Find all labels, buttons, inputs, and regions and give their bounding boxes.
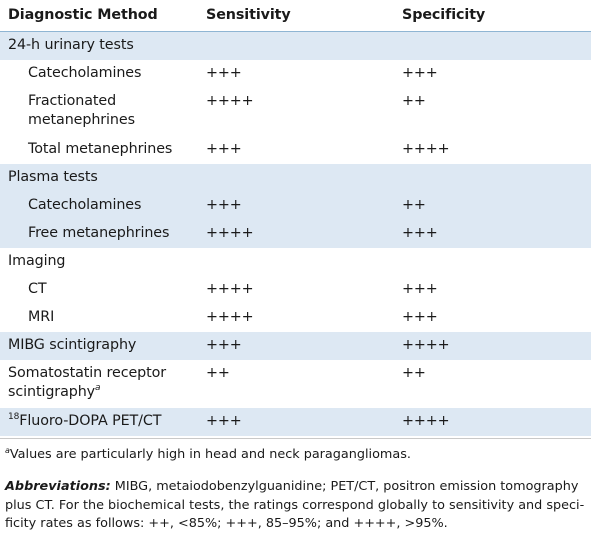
sensitivity-cell: ++++ [206,93,254,109]
footnote-a [5,445,411,464]
method-cell: Total metanephrines [28,141,173,157]
sensitivity-cell: +++ [206,65,242,81]
sensitivity-cell: +++ [206,141,242,157]
method-cell: MRI [28,309,55,325]
table-row [0,164,591,192]
footnote-mark: a [5,446,10,455]
method-cell: CT [28,281,47,297]
method-line-1: Fractionated [28,93,117,109]
specificity-cell: ++ [402,365,426,381]
sensitivity-cell: ++++ [206,281,254,297]
footnote-text: Values are particularly high in head and neck paragangliomas. [9,447,411,462]
method-line-1: Somatostatin receptor [8,365,167,381]
sensitivity-cell: ++++ [206,309,254,325]
sensitivity-cell: +++ [206,413,242,429]
table-row [0,220,591,248]
table-row [0,60,591,88]
method-cell: Catecholamines [28,65,142,81]
abbreviations-line-1 [5,477,578,496]
table-header [0,0,591,32]
method-cell: Catecholamines [28,197,142,213]
method-line-2: metanephrines [28,112,135,128]
abbreviations-text-1: MIBG, metaiodobenzylguanidine; PET/CT, positron emission tomography [110,479,579,494]
sensitivity-cell: ++ [206,365,230,381]
table-row [0,276,591,304]
specificity-cell: +++ [402,281,438,297]
table-row [0,136,591,164]
footnote-mark: a [95,383,101,393]
table-row [0,408,591,436]
method-cell [8,364,166,402]
method-cell [28,92,135,130]
specificity-cell: ++++ [402,413,450,429]
specificity-cell: ++ [402,93,426,109]
specificity-cell: ++ [402,197,426,213]
isotope-superscript: 18 [8,412,20,422]
header-sensitivity: Sensitivity [206,7,291,23]
method-text: Fluoro-DOPA PET/CT [19,413,162,429]
table-row [0,332,591,360]
sensitivity-cell: +++ [206,337,242,353]
group-label: Plasma tests [8,169,98,185]
specificity-cell: ++++ [402,141,450,157]
table-row [0,192,591,220]
abbreviations-label: Abbreviations: [5,479,111,494]
method-line-2: scintigraphy [8,384,96,400]
method-cell: Free metanephrines [28,225,170,241]
table-row [0,360,591,408]
table-row [0,248,591,276]
specificity-cell: ++++ [402,337,450,353]
specificity-cell: +++ [402,225,438,241]
abbreviations-line-3: ficity rates as follows: ++, <85%; +++, 85–95%; and ++++, >95%. [5,516,448,531]
group-label: 24-h urinary tests [8,37,134,53]
sensitivity-cell: +++ [206,197,242,213]
group-label: Imaging [8,253,66,269]
method-cell [8,412,161,431]
sensitivity-cell: ++++ [206,225,254,241]
header-specificity: Specificity [402,7,486,23]
table-row [0,304,591,332]
abbreviations-line-2: plus CT. For the biochemical tests, the ratings correspond globally to sensitivity and speci- [5,498,585,513]
table-row [0,88,591,136]
specificity-cell: +++ [402,65,438,81]
header-method: Diagnostic Method [8,7,158,23]
table-row [0,32,591,60]
specificity-cell: +++ [402,309,438,325]
method-cell: MIBG scintigraphy [8,337,137,353]
table-bottom-rule [0,438,591,439]
